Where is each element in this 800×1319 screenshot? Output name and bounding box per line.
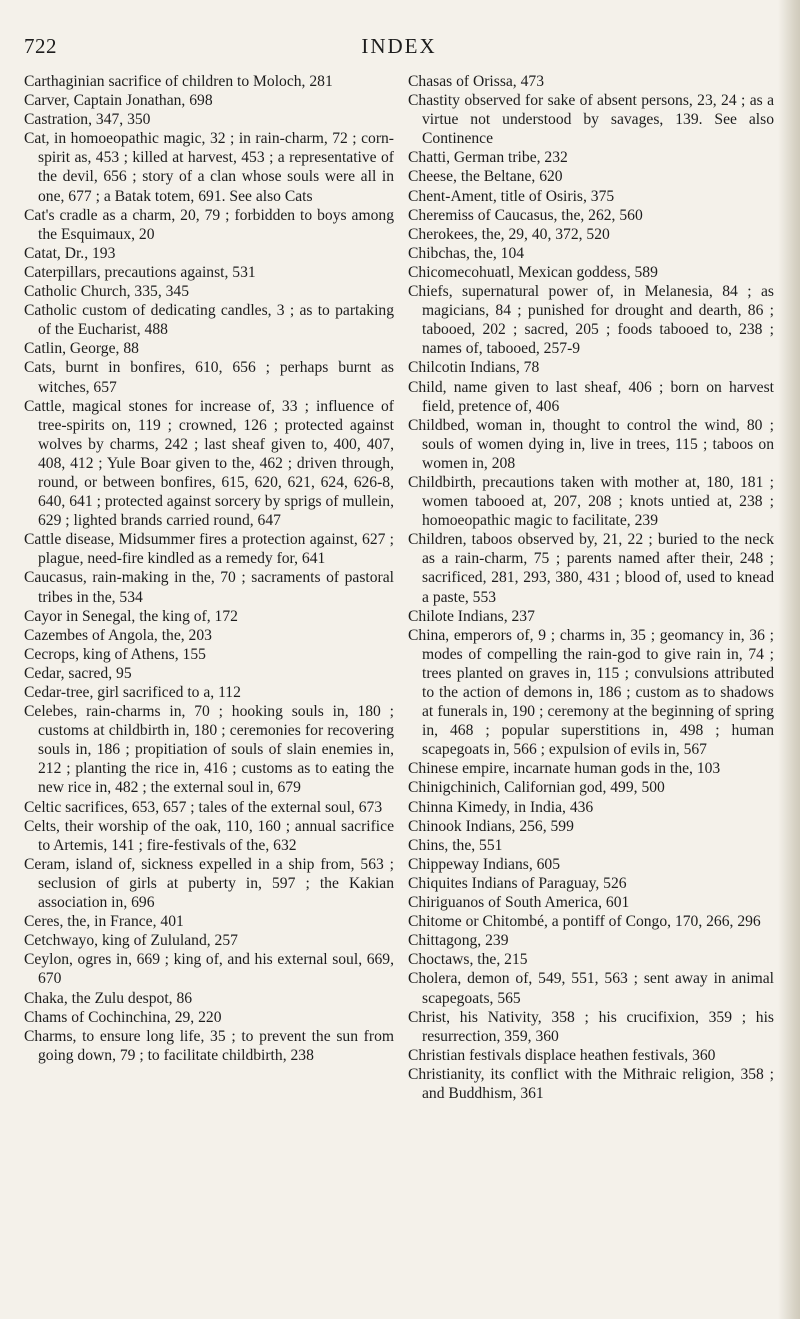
index-entry: Chinigchinich, Californian god, 499, 500 (408, 779, 665, 797)
index-entry: Chiefs, supernatural power of, in Melanesia, 84 ; as magicians, 84 ; punished for drought and dearth, 86 ; tabooed, 202 ; sacred, 205 ; foods tabooed to, 238 ; names of, tabooed, 257-9 (408, 283, 774, 358)
index-entry: Chilote Indians, 237 (408, 607, 535, 625)
page-edge-shadow (778, 0, 800, 1319)
index-entry: Cetchwayo, king of Zululand, 257 (24, 932, 238, 950)
page-number: 722 (24, 34, 57, 58)
index-entry: Cheremiss of Caucasus, the, 262, 560 (408, 206, 643, 224)
index-entry: Cats, burnt in bonfires, 610, 656 ; perhaps burnt as witches, 657 (24, 359, 394, 396)
index-entry: Carthaginian sacrifice of children to Moloch, 281 (24, 73, 333, 90)
index-entry: Cherokees, the, 29, 40, 372, 520 (408, 225, 610, 243)
index-entry: Catholic custom of dedicating candles, 3 ; as to partaking of the Eucharist, 488 (24, 302, 394, 339)
index-entry: Chinook Indians, 256, 599 (408, 817, 574, 835)
index-entry: Charms, to ensure long life, 35 ; to prevent the sun from going down, 79 ; to facilitate childbirth, 238 (24, 1027, 394, 1064)
index-entry: Children, taboos observed by, 21, 22 ; buried to the neck as a rain-charm, 75 ; parents named after their, 248 ; sacrificed, 281, 293, 380, 431 ; blood of, used to knead a paste, 553 (408, 531, 774, 606)
index-entry: Chastity observed for sake of absent persons, 23, 24 ; as a virtue not understood by savages, 139. See also Continence (408, 92, 774, 148)
index-entry: Catholic Church, 335, 345 (24, 283, 190, 301)
index-entry: Castration, 347, 350 (24, 111, 151, 129)
index-entry: Chilcotin Indians, 78 (408, 359, 540, 377)
index-entry: Caucasus, rain-making in the, 70 ; sacraments of pastoral tribes in the, 534 (24, 569, 394, 606)
index-entry: Caterpillars, precautions against, 531 (24, 263, 256, 281)
index-entry: Catat, Dr., 193 (24, 244, 116, 262)
index-entry: Christ, his Nativity, 358 ; his crucifixion, 359 ; his resurrection, 359, 360 (408, 1008, 774, 1045)
index-entry: Chaka, the Zulu despot, 86 (24, 989, 193, 1007)
index-entry: Chent-Ament, title of Osiris, 375 (408, 187, 615, 205)
index-entry: Cholera, demon of, 549, 551, 563 ; sent away in animal scapegoats, 565 (408, 970, 774, 1007)
index-entry: Choctaws, the, 215 (408, 951, 528, 969)
index-entry: Chippeway Indians, 605 (408, 855, 561, 873)
index-entry: Cecrops, king of Athens, 155 (24, 645, 206, 663)
index-entry: Ceres, the, in France, 401 (24, 913, 184, 931)
index-entry: Celts, their worship of the oak, 110, 160 ; annual sacrifice to Artemis, 141 ; fire-festivals of the, 632 (24, 817, 394, 854)
index-entry: Chibchas, the, 104 (408, 244, 525, 262)
index-entry: Chinese empire, incarnate human gods in the, 103 (408, 760, 721, 778)
index-entry: Ceram, island of, sickness expelled in a ship from, 563 ; seclusion of girls at puberty in, 597 ; the Kakian association in, 696 (24, 855, 394, 912)
index-entry: Chiriguanos of South America, 601 (408, 894, 630, 912)
index-entry: Cedar, sacred, 95 (24, 664, 132, 682)
index-entry: Celtic sacrifices, 653, 657 ; tales of the external soul, 673 (24, 798, 383, 816)
index-entry: Childbirth, precautions taken with mother at, 180, 181 ; women tabooed at, 207, 208 ; knots untied at, 238 ; homoeopathic magic to facilitate, 239 (408, 473, 774, 530)
index-columns (24, 72, 774, 1103)
index-entry: Carver, Captain Jonathan, 698 (24, 92, 213, 110)
index-entry: Cat's cradle as a charm, 20, 79 ; forbidden to boys among the Esquimaux, 20 (24, 206, 394, 243)
index-entry: China, emperors of, 9 ; charms in, 35 ; geomancy in, 36 ; modes of compelling the rain-god to give rain in, 74 ; trees planted on graves in, 115 ; convulsions attributed to the action of demons in, 186 ; custom as to shadows at funerals in, 190 ; ceremony at the beginning of spring in, 468 ; popular superstitions in, 498 ; human scapegoats in, 566 ; expulsion of evils in, 567 (408, 626, 774, 759)
index-entry: Cat, in homoeopathic magic, 32 ; in rain-charm, 72 ; corn-spirit as, 453 ; killed at harvest, 453 ; a representative of the devil, 656 ; story of a clan whose souls were all in one, 677 ; a Batak totem, 691. See also Cats (24, 130, 394, 205)
running-title: INDEX (361, 34, 437, 58)
index-entry: Ceylon, ogres in, 669 ; king of, and his external soul, 669, 670 (24, 951, 394, 988)
index-entry: Chasas of Orissa, 473 (408, 73, 544, 90)
index-entry: Chins, the, 551 (408, 836, 503, 854)
index-entry: Child, name given to last sheaf, 406 ; born on harvest field, pretence of, 406 (408, 378, 774, 415)
index-entry: Chitome or Chitombé, a pontiff of Congo, 170, 266, 296 (408, 913, 761, 931)
index-entry: Cayor in Senegal, the king of, 172 (24, 607, 238, 625)
index-column-right (408, 72, 774, 1103)
index-entry: Childbed, woman in, thought to control the wind, 80 ; souls of women dying in, live in trees, 115 ; taboos on women in, 208 (408, 416, 774, 472)
index-entry: Cazembes of Angola, the, 203 (24, 626, 212, 644)
page-header (24, 34, 774, 64)
index-entry: Chams of Cochinchina, 29, 220 (24, 1008, 222, 1026)
index-entry: Chatti, German tribe, 232 (408, 149, 568, 167)
index-entry: Chiquites Indians of Paraguay, 526 (408, 874, 627, 892)
index-entry: Christian festivals displace heathen festivals, 360 (408, 1046, 716, 1064)
index-column-left (24, 72, 394, 1103)
index-entry: Catlin, George, 88 (24, 340, 139, 358)
index-entry: Chinna Kimedy, in India, 436 (408, 798, 594, 816)
index-entry: Cattle disease, Midsummer fires a protection against, 627 ; plague, need-fire kindled as a remedy for, 641 (24, 531, 394, 568)
index-entry: Chittagong, 239 (408, 932, 509, 950)
index-entry: Cattle, magical stones for increase of, 33 ; influence of tree-spirits on, 119 ; crowned, 126 ; protected against wolves by charms, 242 ; last sheaf given to, 400, 407, 408, 412 ; Yule Boar given to the, 462 ; driven through, round, or between bonfires, 615, 620, 621, 624, 626-8, 640, 641 ; protected against sorcery by sprigs of mullein, 629 ; lighted brands carried round, 647 (24, 397, 394, 530)
index-entry: Cedar-tree, girl sacrificed to a, 112 (24, 684, 241, 701)
index-entry: Chicomecohuatl, Mexican goddess, 589 (408, 263, 658, 281)
index-entry: Christianity, its conflict with the Mithraic religion, 358 ; and Buddhism, 361 (408, 1065, 774, 1102)
index-entry: Celebes, rain-charms in, 70 ; hooking souls in, 180 ; customs at childbirth in, 180 ; ceremonies for recovering souls in, 186 ; propitiation of souls of slain enemies in, 212 ; planting the rice in, 416 ; customs as to eating the new rice in, 482 ; the external soul in, 679 (24, 703, 394, 797)
index-entry: Cheese, the Beltane, 620 (408, 168, 563, 186)
